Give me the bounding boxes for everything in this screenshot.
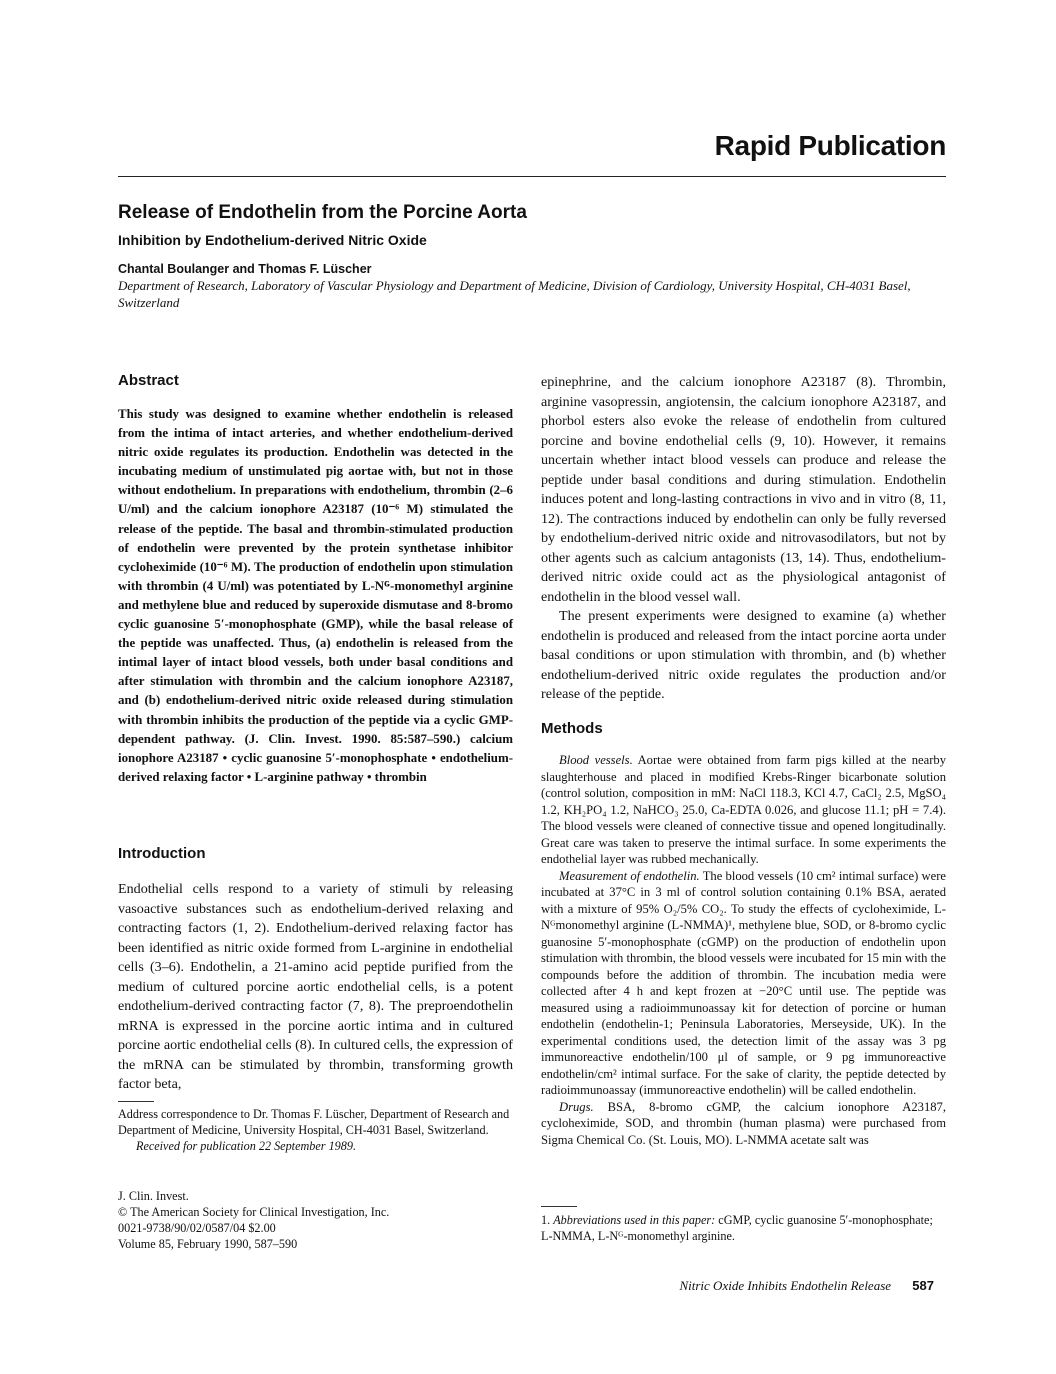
methods-heading: Methods [541,720,603,737]
footnote-rule [118,1101,154,1102]
issn-price: 0021-9738/90/02/0587/04 $2.00 [118,1221,276,1235]
header-rule [118,176,946,177]
blood-vessels-label: Blood vessels. [559,753,633,767]
section-label: Rapid Publication [714,130,946,161]
measurement-text: The blood vessels (10 cm² intimal surface) were incubated at 37°C in 3 ml of control solution containing 0.1% BSA, aerated with a mixture of 95% O₂/5% CO₂. To study the effects of cycloheximide, L-Nᴳmonomethyl arginine (L-NMMA)¹, methylene blue, SOD, or 8-bromo cyclic guanosine 5′-monophosphate (cGMP) on the production of endothelin upon stimulation with thrombin, the blood vessels were incubated for 15 min with the compounds before the addition of thrombin. The incubation media were collected after 4 h and kept frozen at −20°C until use. The peptide was measured using a radioimmunoassay kit for detection of porcine or human endothelin (endothelin-1; Peninsula Laboratories, Merseyside, UK). In the experimental conditions used, the detection limit of the assay was 3 pg immunoreactive endothelin/100 μl of sample, or 9 pg immunoreactive endothelin/cm² intimal surface. For the sake of clarity, the peptide detected by radioimmunoassay (immunoreactive endothelin) will be called endothelin. [541,868,946,1097]
abstract-text: This study was designed to examine whether endothelin is released from the intima of intact arteries, and whether endothelium-derived nitric oxide regulates its production. Endothelin was detected in the incubating medium of unstimulated pig aortae with, but not in those without endothelium. In preparations with endothelium, thrombin (2–6 U/ml) and the calcium ionophore A23187 (10⁻⁶ M) stimulated the release of the peptide. The basal and thrombin-stimulated production of endothelin were prevented by the protein synthetase inhibitor cycloheximide (10⁻⁶ M). The production of endothelin upon stimulation with thrombin (4 U/ml) was potentiated by L-Nᴳ-monomethyl arginine and methylene blue and reduced by superoxide dismutase and 8-bromo cyclic guanosine 5′-monophosphate (GMP), while the basal release of the peptide was unaffected. Thus, (a) endothelin is released from the intimal layer of intact blood vessels, both under basal conditions and after stimulation with thrombin and the calcium ionophore A23187, and (b) endothelium-derived nitric oxide released during stimulation with thrombin inhibits the production of the peptide via a cyclic GMP-dependent pathway. (J. Clin. Invest. 1990. 85:587–590.) calcium ionophore A23187 • cyclic guanosine 5′-monophosphate • endothelium-derived relaxing factor • L-arginine pathway • thrombin [118,407,513,784]
methods-body [541,752,946,1148]
volume-pages: Volume 85, February 1990, 587–590 [118,1237,298,1251]
study-aims: The present experiments were designed to examine (a) whether endothelin is produced and released from the intact porcine aorta under basal conditions or upon stimulation with thrombin, and (b) whether endothelium-derived nitric oxide regulates the production and/or release of the peptide. [541,608,946,702]
right-column-intro [541,373,946,705]
drugs-label: Drugs. [559,1099,594,1114]
received-date: Received for publication 22 September 1989. [136,1139,356,1154]
intro-continued: epinephrine, and the calcium ionophore A23187 (8). Thrombin, arginine vasopressin, angiotensin, the calcium ionophore A23187, and phorbol esters also evoke the release of endothelin from cultured porcine and bovine endothelial cells (9, 10). However, it remains uncertain whether intact blood vessels can produce and release the peptide under basal conditions and during stimulation. Endothelin induces potent and long-lasting contractions in vivo and in vitro (8, 11, 12). The contractions induced by endothelin can only be fully reversed by endothelium-derived nitric oxide and nitrovasodilators, but not by other agents such as calcium antagonists (13, 14). Thus, endothelium-derived nitric oxide could act as the physiological antagonist of endothelin in the blood vessel wall. [541,374,946,605]
correspondence-address: Address correspondence to Dr. Thomas F. Lüscher, Department of Research and Department of Medicine, University Hospital, CH-4031 Basel, Switzerland. [118,1107,510,1138]
journal-name: J. Clin. Invest. [118,1189,189,1203]
introduction-heading: Introduction [118,845,206,862]
authors: Chantal Boulanger and Thomas F. Lüscher [118,262,372,276]
footnote-rule-right [541,1206,577,1207]
article-title: Release of Endothelin from the Porcine Aorta [118,202,527,223]
blood-vessels-text: Aortae were obtained from farm pigs killed at the nearby slaughterhouse and placed in modified Krebs-Ringer bicarbonate solution (control solution, composition in mM: NaCl 118.3, KCl 4.7, CaCl₂ 2.5, MgSO₄ 1.2, KH₂PO₄ 1.2, NaHCO₃ 25.0, Ca-EDTA 0.026, and glucose 11.1; pH = 7.4). The blood vessels were cleaned of connective tissue and opened longitudinally. Great care was taken to preserve the intimal surface. In some experiments the endothelial layer was rubbed mechanically. [541,753,946,866]
footnote-number: 1. [541,1213,551,1227]
copyright: © The American Society for Clinical Investigation, Inc. [118,1205,390,1219]
abstract-heading: Abstract [118,372,179,389]
affiliation: Department of Research, Laboratory of Vascular Physiology and Department of Medicine, Division of Cardiology, University Hospital, CH-4031 Basel, Switzerland [118,278,911,310]
measurement-label: Measurement of endothelin. [559,868,700,883]
introduction-text: Endothelial cells respond to a variety of stimuli by releasing vasoactive substances such as endothelium-derived relaxing and contracting factors (1, 2). Endothelium-derived relaxing factor has been identified as nitric oxide formed from L-arginine in endothelial cells (3–6). Endothelin, a 21-amino acid peptide purified from the medium of cultured porcine aortic endothelial cells, is a potent endothelium-derived contracting factor (7, 8). The preproendothelin mRNA is expressed in the porcine aortic intima and in cultured porcine aortic endothelial cells (8). In cultured cells, the expression of the mRNA can be stimulated by thrombin, transforming growth factor beta, [118,881,513,1092]
running-head: Nitric Oxide Inhibits Endothelin Release [679,1278,892,1293]
journal-info [118,1188,513,1252]
article-subtitle: Inhibition by Endothelium-derived Nitric Oxide [118,232,427,248]
footnote-abbreviations [541,1212,946,1244]
page-footer [679,1278,934,1294]
footnote-label: Abbreviations used in this paper: [553,1213,716,1227]
page-number: 587 [912,1278,934,1293]
drugs-text: BSA, 8-bromo cGMP, the calcium ionophore A23187, cycloheximide, SOD, and thrombin (human plasma) were purchased from Sigma Chemical Co. (St. Louis, MO). L-NMMA acetate salt was [541,1099,947,1147]
footnote-text: cGMP, cyclic guanosine 5′-monophosphate; L-NMMA, L-Nᴳ-monomethyl arginine. [541,1213,933,1243]
correspondence-block [118,1106,513,1155]
